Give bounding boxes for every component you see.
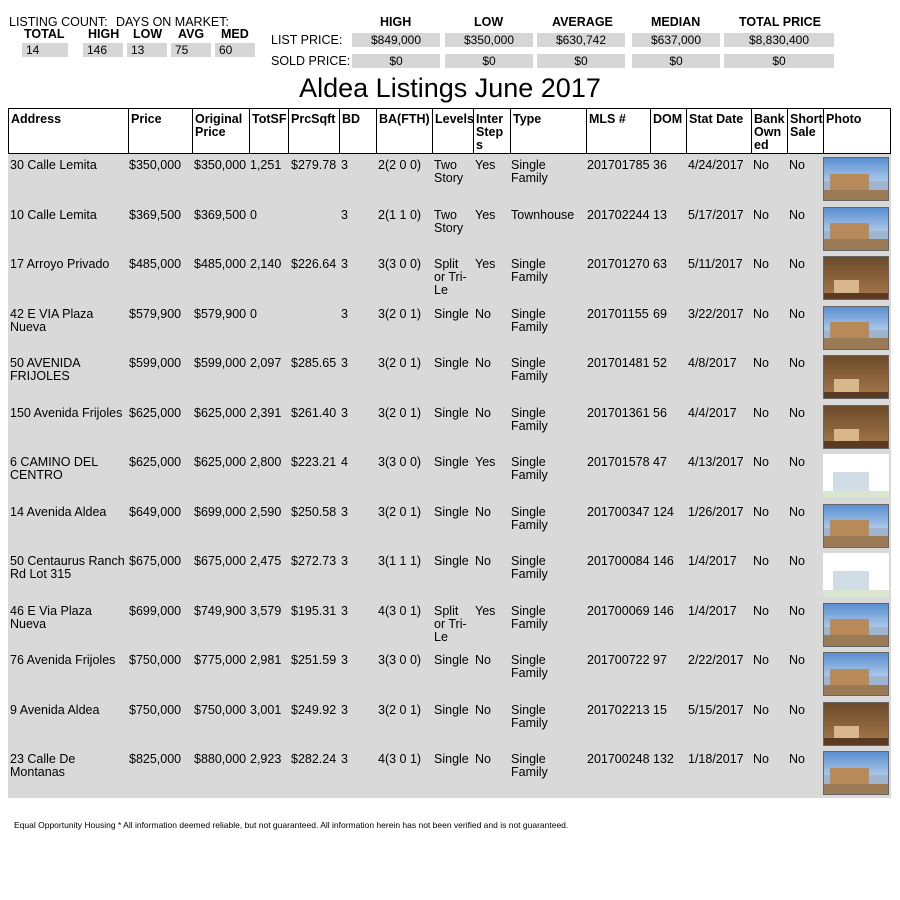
cell-intersteps: No bbox=[475, 405, 491, 420]
cell-original-price: $625,000 bbox=[194, 405, 247, 420]
cell-bank-owned: No bbox=[753, 356, 769, 370]
listing-photo[interactable] bbox=[823, 504, 889, 548]
cell-short-sale: No bbox=[789, 603, 805, 618]
cell-prcsqft: $282.24 bbox=[291, 752, 337, 766]
cell-bd: 3 bbox=[341, 603, 348, 618]
cell-short-sale: No bbox=[789, 306, 805, 321]
cell-prcsqft: $223.21 bbox=[291, 455, 337, 469]
cell-short-sale: No bbox=[789, 257, 805, 271]
cell-short-sale: No bbox=[789, 702, 805, 717]
sold-total-value: $0 bbox=[724, 54, 834, 68]
cell-mls: 201700069 bbox=[587, 603, 650, 618]
cell-levels: Single bbox=[434, 504, 469, 519]
cell-bank-owned: No bbox=[753, 405, 769, 420]
cell-mls: 201701270 bbox=[587, 257, 650, 271]
cell-totsf: 3,579 bbox=[250, 603, 282, 618]
cell-address: 23 Calle De Montanas bbox=[10, 752, 76, 779]
cell-intersteps: Yes bbox=[475, 603, 496, 618]
summary-panel bbox=[0, 0, 900, 75]
dom-avg-value: 75 bbox=[171, 43, 211, 57]
cell-bd: 3 bbox=[341, 306, 348, 321]
list-average-value: $630,742 bbox=[537, 33, 625, 47]
cell-bd: 3 bbox=[341, 257, 348, 271]
cell-type: Single Family bbox=[511, 356, 548, 383]
cell-short-sale: No bbox=[789, 554, 805, 568]
header-short-sale: Short Sale bbox=[788, 109, 824, 153]
cell-levels: Single bbox=[434, 356, 469, 370]
cell-dom: 56 bbox=[653, 405, 667, 420]
cell-original-price: $699,000 bbox=[194, 504, 247, 519]
cell-prcsqft: $226.64 bbox=[291, 257, 337, 271]
cell-prcsqft: $249.92 bbox=[291, 702, 337, 717]
cell-dom: 97 bbox=[653, 653, 667, 667]
cell-address: 46 E Via Plaza Nueva bbox=[10, 603, 92, 631]
cell-address: 50 Centaurus Ranch Rd Lot 315 bbox=[10, 554, 125, 581]
cell-totsf: 2,391 bbox=[250, 405, 282, 420]
cell-address: 76 Avenida Frijoles bbox=[10, 653, 116, 667]
cell-stat-date: 5/11/2017 bbox=[688, 257, 743, 271]
header-type: Type bbox=[511, 109, 587, 153]
cell-original-price: $775,000 bbox=[194, 653, 247, 667]
cell-bank-owned: No bbox=[753, 702, 769, 717]
table-row bbox=[8, 649, 891, 699]
cell-ba-fth: 3(3 0 0) bbox=[378, 455, 422, 469]
cell-type: Single Family bbox=[511, 603, 548, 631]
cell-short-sale: No bbox=[789, 653, 805, 667]
days-on-market-label: DAYS ON MARKET: bbox=[116, 15, 229, 29]
listing-photo[interactable] bbox=[823, 207, 889, 251]
cell-original-price: $579,900 bbox=[194, 306, 247, 321]
cell-mls: 201701785 bbox=[587, 158, 650, 172]
cell-totsf: 2,140 bbox=[250, 257, 282, 271]
list-price-label: LIST PRICE: bbox=[271, 33, 343, 47]
listing-photo[interactable] bbox=[823, 256, 889, 300]
cell-price: $485,000 bbox=[129, 257, 182, 271]
cell-ba-fth: 2(1 1 0) bbox=[378, 207, 422, 222]
table-row bbox=[8, 303, 891, 353]
cell-dom: 15 bbox=[653, 702, 667, 717]
dom-high-label: HIGH bbox=[88, 27, 120, 41]
cell-intersteps: Yes bbox=[475, 207, 496, 222]
cell-type: Single Family bbox=[511, 257, 548, 284]
cell-address: 42 E VIA Plaza Nueva bbox=[10, 306, 94, 334]
cell-intersteps: No bbox=[475, 752, 491, 766]
cell-intersteps: No bbox=[475, 504, 491, 519]
cell-totsf: 0 bbox=[250, 306, 257, 321]
cell-bd: 3 bbox=[341, 702, 348, 717]
dom-low-value: 13 bbox=[127, 43, 167, 57]
sold-low-value: $0 bbox=[445, 54, 533, 68]
dom-low-label: LOW bbox=[133, 27, 163, 41]
header-totsf: TotSF bbox=[250, 109, 289, 153]
header-ba-fth: BA(FTH) bbox=[377, 109, 433, 153]
cell-mls: 201701155 bbox=[587, 306, 649, 321]
listing-photo[interactable] bbox=[823, 306, 889, 350]
cell-levels: Single bbox=[434, 405, 469, 420]
cell-ba-fth: 3(1 1 1) bbox=[378, 554, 422, 568]
list-median-value: $637,000 bbox=[632, 33, 720, 47]
cell-stat-date: 5/17/2017 bbox=[688, 207, 744, 222]
cell-totsf: 2,981 bbox=[250, 653, 282, 667]
cell-short-sale: No bbox=[789, 752, 805, 766]
table-row bbox=[8, 501, 891, 551]
cell-prcsqft: $250.58 bbox=[291, 504, 337, 519]
cell-prcsqft: $251.59 bbox=[291, 653, 337, 667]
cell-bank-owned: No bbox=[753, 257, 769, 271]
cell-address: 14 Avenida Aldea bbox=[10, 504, 107, 519]
listing-photo[interactable] bbox=[823, 553, 889, 597]
header-original-price: Original Price bbox=[193, 109, 250, 153]
cell-prcsqft: $285.65 bbox=[291, 356, 337, 370]
cell-levels: Single bbox=[434, 455, 469, 469]
cell-prcsqft: $272.73 bbox=[291, 554, 337, 568]
table-row bbox=[8, 451, 891, 501]
cell-type: Single Family bbox=[511, 455, 548, 482]
cell-ba-fth: 4(3 0 1) bbox=[378, 752, 422, 766]
cell-stat-date: 5/15/2017 bbox=[688, 702, 744, 717]
cell-prcsqft: $279.78 bbox=[291, 158, 337, 172]
cell-original-price: $749,900 bbox=[194, 603, 247, 618]
cell-stat-date: 4/13/2017 bbox=[688, 455, 744, 469]
cell-ba-fth: 3(2 0 1) bbox=[378, 504, 422, 519]
cell-bank-owned: No bbox=[753, 554, 769, 568]
cell-price: $579,900 bbox=[129, 306, 182, 321]
cell-price: $699,000 bbox=[129, 603, 182, 618]
cell-original-price: $369,500 bbox=[194, 207, 247, 222]
header-bank-owned: Bank Owned bbox=[752, 109, 788, 153]
cell-price: $750,000 bbox=[129, 653, 182, 667]
cell-intersteps: Yes bbox=[475, 257, 496, 271]
cell-original-price: $599,000 bbox=[194, 356, 247, 370]
cell-bank-owned: No bbox=[753, 158, 769, 172]
cell-intersteps: No bbox=[475, 653, 491, 667]
cell-ba-fth: 4(3 0 1) bbox=[378, 603, 422, 618]
cell-totsf: 1,251 bbox=[250, 158, 282, 172]
cell-price: $750,000 bbox=[129, 702, 182, 717]
cell-levels: Single bbox=[434, 702, 469, 717]
cell-levels: Two Story bbox=[434, 158, 464, 185]
list-low-value: $350,000 bbox=[445, 33, 533, 47]
page-title: Aldea Listings June 2017 bbox=[299, 73, 601, 103]
cell-type: Single Family bbox=[511, 702, 548, 730]
cell-price: $350,000 bbox=[129, 158, 182, 172]
list-high-value: $849,000 bbox=[352, 33, 440, 47]
cell-short-sale: No bbox=[789, 405, 805, 420]
listing-count-label: LISTING COUNT: bbox=[9, 15, 108, 29]
dom-med-value: 60 bbox=[215, 43, 255, 57]
sold-median-value: $0 bbox=[632, 54, 720, 68]
table-row bbox=[8, 253, 891, 303]
cell-intersteps: No bbox=[475, 702, 491, 717]
cell-short-sale: No bbox=[789, 356, 805, 370]
cell-type: Single Family bbox=[511, 653, 548, 680]
header-dom: DOM bbox=[651, 109, 687, 153]
cell-mls: 201700347 bbox=[587, 504, 650, 519]
listing-photo[interactable] bbox=[823, 454, 889, 498]
cell-price: $625,000 bbox=[129, 455, 182, 469]
cell-levels: Single bbox=[434, 554, 469, 568]
cell-bank-owned: No bbox=[753, 455, 769, 469]
cell-original-price: $350,000 bbox=[194, 158, 247, 172]
cell-dom: 52 bbox=[653, 356, 667, 370]
cell-prcsqft: $195.31 bbox=[291, 603, 337, 618]
cell-short-sale: No bbox=[789, 207, 805, 222]
cell-bd: 4 bbox=[341, 455, 348, 469]
header-price: Price bbox=[129, 109, 193, 153]
cell-type: Single Family bbox=[511, 554, 548, 581]
header-prcsqft: PrcSqft bbox=[289, 109, 340, 153]
cell-price: $369,500 bbox=[129, 207, 182, 222]
cell-intersteps: Yes bbox=[475, 455, 496, 469]
cell-bank-owned: No bbox=[753, 504, 769, 519]
cell-ba-fth: 2(2 0 0) bbox=[378, 158, 422, 172]
cell-dom: 69 bbox=[653, 306, 667, 321]
dom-high-value: 146 bbox=[83, 43, 123, 57]
cell-levels: Single bbox=[434, 752, 469, 766]
table-row bbox=[8, 550, 891, 600]
cell-mls: 201700084 bbox=[587, 554, 650, 568]
cell-ba-fth: 3(3 0 0) bbox=[378, 257, 422, 271]
cell-address: 150 Avenida Frijoles bbox=[10, 405, 123, 420]
cell-bd: 3 bbox=[341, 356, 348, 370]
listing-photo[interactable] bbox=[823, 751, 889, 795]
cell-totsf: 2,097 bbox=[250, 356, 282, 370]
cell-bd: 3 bbox=[341, 554, 348, 568]
cell-totsf: 2,800 bbox=[250, 455, 282, 469]
dom-med-label: MED bbox=[221, 27, 249, 41]
cell-bd: 3 bbox=[341, 653, 348, 667]
cell-address: 17 Arroyo Privado bbox=[10, 257, 110, 271]
cell-dom: 146 bbox=[653, 554, 674, 568]
cell-dom: 36 bbox=[653, 158, 667, 172]
cell-original-price: $675,000 bbox=[194, 554, 247, 568]
cell-mls: 201701361 bbox=[587, 405, 650, 420]
cell-bd: 3 bbox=[341, 405, 348, 420]
col-low-label: LOW bbox=[474, 15, 504, 29]
header-intersteps: InterSteps bbox=[474, 109, 511, 153]
cell-bank-owned: No bbox=[753, 207, 769, 222]
cell-type: Single Family bbox=[511, 405, 548, 433]
cell-mls: 201700248 bbox=[587, 752, 650, 766]
cell-totsf: 2,923 bbox=[250, 752, 282, 766]
cell-type: Single Family bbox=[511, 158, 548, 185]
listing-photo[interactable] bbox=[823, 652, 889, 696]
listing-photo[interactable] bbox=[823, 405, 889, 449]
total-label: TOTAL bbox=[24, 27, 65, 41]
cell-totsf: 0 bbox=[250, 207, 257, 222]
cell-mls: 201702213 bbox=[587, 702, 650, 717]
col-total-price-label: TOTAL PRICE bbox=[739, 15, 821, 29]
cell-bank-owned: No bbox=[753, 653, 769, 667]
cell-stat-date: 4/4/2017 bbox=[688, 405, 737, 420]
sold-high-value: $0 bbox=[352, 54, 440, 68]
cell-prcsqft: $261.40 bbox=[291, 405, 337, 420]
cell-address: 9 Avenida Aldea bbox=[10, 702, 100, 717]
cell-address: 10 Calle Lemita bbox=[10, 207, 97, 222]
table-body bbox=[8, 154, 891, 798]
cell-stat-date: 4/8/2017 bbox=[688, 356, 737, 370]
total-listings-value: 14 bbox=[22, 43, 68, 57]
sold-price-label: SOLD PRICE: bbox=[271, 54, 351, 68]
header-address: Address bbox=[9, 109, 129, 153]
cell-intersteps: No bbox=[475, 356, 491, 370]
cell-stat-date: 1/26/2017 bbox=[688, 504, 744, 519]
cell-type: Townhouse bbox=[511, 207, 575, 222]
cell-stat-date: 1/4/2017 bbox=[688, 554, 737, 568]
cell-address: 30 Calle Lemita bbox=[10, 158, 97, 172]
cell-totsf: 2,590 bbox=[250, 504, 282, 519]
table-header-row bbox=[8, 108, 891, 154]
cell-original-price: $880,000 bbox=[194, 752, 247, 766]
cell-address: 50 AVENIDA FRIJOLES bbox=[10, 356, 80, 383]
disclaimer-footer: Equal Opportunity Housing * All information deemed reliable, but not guaranteed. All information herein has not been verified and is not guaranteed. bbox=[14, 820, 569, 830]
listing-photo[interactable] bbox=[823, 355, 889, 399]
cell-stat-date: 4/24/2017 bbox=[688, 158, 744, 172]
cell-short-sale: No bbox=[789, 158, 805, 172]
cell-bank-owned: No bbox=[753, 306, 769, 321]
cell-bank-owned: No bbox=[753, 603, 769, 618]
cell-ba-fth: 3(2 0 1) bbox=[378, 356, 422, 370]
cell-short-sale: No bbox=[789, 504, 805, 519]
cell-short-sale: No bbox=[789, 455, 805, 469]
listing-photo[interactable] bbox=[823, 157, 889, 201]
cell-dom: 124 bbox=[653, 504, 674, 519]
cell-address: 6 CAMINO DEL CENTRO bbox=[10, 455, 98, 482]
cell-original-price: $750,000 bbox=[194, 702, 247, 717]
cell-bank-owned: No bbox=[753, 752, 769, 766]
cell-price: $649,000 bbox=[129, 504, 182, 519]
cell-intersteps: No bbox=[475, 306, 491, 321]
cell-price: $625,000 bbox=[129, 405, 182, 420]
cell-dom: 63 bbox=[653, 257, 667, 271]
header-levels: Levels bbox=[433, 109, 474, 153]
cell-stat-date: 2/22/2017 bbox=[688, 653, 744, 667]
list-total-value: $8,830,400 bbox=[724, 33, 834, 47]
col-high-label: HIGH bbox=[380, 15, 412, 29]
col-median-label: MEDIAN bbox=[651, 15, 701, 29]
cell-ba-fth: 3(2 0 1) bbox=[378, 702, 422, 717]
dom-avg-label: AVG bbox=[178, 27, 205, 41]
cell-stat-date: 1/18/2017 bbox=[688, 752, 744, 766]
cell-mls: 201700722 bbox=[587, 653, 650, 667]
table-row bbox=[8, 402, 891, 452]
cell-dom: 132 bbox=[653, 752, 674, 766]
cell-totsf: 3,001 bbox=[250, 702, 282, 717]
header-mls: MLS # bbox=[587, 109, 651, 153]
cell-bd: 3 bbox=[341, 207, 348, 222]
cell-price: $825,000 bbox=[129, 752, 182, 766]
cell-price: $599,000 bbox=[129, 356, 182, 370]
table-row bbox=[8, 600, 891, 650]
cell-original-price: $625,000 bbox=[194, 455, 247, 469]
cell-bd: 3 bbox=[341, 752, 348, 766]
cell-dom: 146 bbox=[653, 603, 674, 618]
cell-ba-fth: 3(2 0 1) bbox=[378, 405, 422, 420]
table-row bbox=[8, 699, 891, 749]
cell-price: $675,000 bbox=[129, 554, 182, 568]
cell-type: Single Family bbox=[511, 752, 548, 779]
header-stat-date: Stat Date bbox=[687, 109, 752, 153]
cell-bd: 3 bbox=[341, 504, 348, 519]
header-photo: Photo bbox=[826, 112, 862, 126]
listing-photo[interactable] bbox=[823, 702, 889, 746]
cell-bd: 3 bbox=[341, 158, 348, 172]
cell-intersteps: Yes bbox=[475, 158, 496, 172]
listing-table bbox=[8, 108, 891, 798]
cell-mls: 201701578 bbox=[587, 455, 650, 469]
cell-dom: 13 bbox=[653, 207, 667, 222]
table-row bbox=[8, 352, 891, 402]
header-bd: BD bbox=[340, 109, 377, 153]
table-row bbox=[8, 154, 891, 204]
cell-levels: Two Story bbox=[434, 207, 464, 235]
cell-mls: 201701481 bbox=[587, 356, 650, 370]
cell-totsf: 2,475 bbox=[250, 554, 282, 568]
cell-levels: Split or Tri-Le bbox=[434, 603, 467, 644]
cell-levels: Single bbox=[434, 306, 469, 321]
col-average-label: AVERAGE bbox=[552, 15, 613, 29]
cell-ba-fth: 3(2 0 1) bbox=[378, 306, 422, 321]
cell-ba-fth: 3(3 0 0) bbox=[378, 653, 422, 667]
cell-mls: 201702244 bbox=[587, 207, 650, 222]
cell-levels: Single bbox=[434, 653, 469, 667]
sold-average-value: $0 bbox=[537, 54, 625, 68]
cell-dom: 47 bbox=[653, 455, 667, 469]
cell-stat-date: 1/4/2017 bbox=[688, 603, 737, 618]
cell-original-price: $485,000 bbox=[194, 257, 247, 271]
table-row bbox=[8, 204, 891, 254]
cell-levels: Split or Tri-Le bbox=[434, 257, 467, 297]
cell-stat-date: 3/22/2017 bbox=[688, 306, 744, 321]
cell-type: Single Family bbox=[511, 306, 548, 334]
listing-photo[interactable] bbox=[823, 603, 889, 647]
table-row bbox=[8, 748, 891, 798]
cell-type: Single Family bbox=[511, 504, 548, 532]
cell-intersteps: No bbox=[475, 554, 491, 568]
